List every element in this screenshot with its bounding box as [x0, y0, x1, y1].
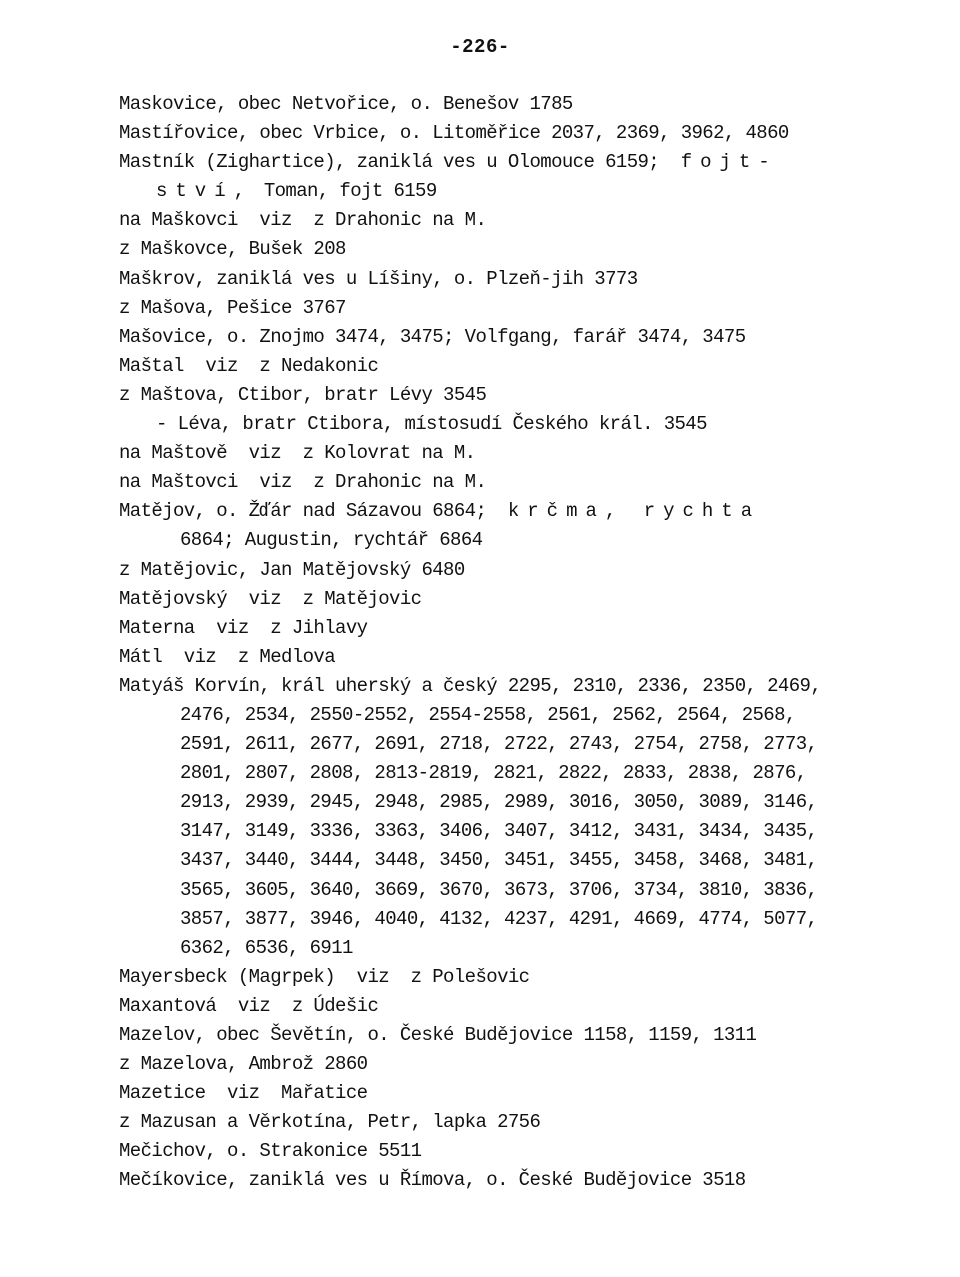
entry-text: Matyáš Korvín, král uherský a český 2295, 2310, 2336, 2350, 2469,	[119, 674, 822, 697]
index-entry	[119, 992, 919, 1021]
page-number: -226-	[450, 36, 510, 58]
entry-text: na Maštovci viz z Drahonic na M.	[119, 471, 487, 494]
entry-text: z Mazelova, Ambrož 2860	[119, 1053, 368, 1076]
index-entry-continuation	[119, 846, 919, 875]
index-entry	[119, 556, 919, 585]
index-entry-continuation	[119, 788, 919, 817]
index-entry	[119, 643, 919, 672]
spaced-term: krčma, rychta	[507, 500, 761, 523]
index-entry	[119, 294, 919, 323]
entry-text-rest: Toman, fojt 6159	[253, 180, 437, 203]
entry-text: Mečíkovice, zaniklá ves u Římova, o. České Budějovice 3518	[119, 1169, 746, 1192]
index-entry	[119, 585, 919, 614]
index-entry-continuation	[119, 177, 919, 206]
spaced-term: fojt-	[680, 151, 778, 174]
index-entry	[119, 119, 919, 148]
entry-text: 2591, 2611, 2677, 2691, 2718, 2722, 2743, 2754, 2758, 2773,	[180, 733, 818, 756]
entry-text: Materna viz z Jihlavy	[119, 616, 368, 639]
entry-text: 6362, 6536, 6911	[180, 936, 353, 959]
entry-text: z Maštova, Ctibor, bratr Lévy 3545	[119, 383, 487, 406]
entry-text: na Maškovci viz z Drahonic na M.	[119, 209, 487, 232]
entry-text: Mátl viz z Medlova	[119, 645, 336, 668]
spaced-term: ství,	[156, 180, 254, 203]
index-entries	[119, 90, 919, 1196]
entry-text: Matějov, o. Žďár nad Sázavou 6864;	[119, 500, 508, 523]
index-entry	[119, 468, 919, 497]
index-entry-continuation	[119, 526, 919, 555]
index-entry	[119, 614, 919, 643]
entry-text: Maštal viz z Nedakonic	[119, 354, 379, 377]
index-entry	[119, 206, 919, 235]
entry-text: Mašovice, o. Znojmo 3474, 3475; Volfgang, farář 3474, 3475	[119, 325, 746, 348]
index-entry	[119, 1079, 919, 1108]
index-entry	[119, 1137, 919, 1166]
index-entry	[119, 439, 919, 468]
index-entry	[119, 381, 919, 410]
index-entry	[119, 323, 919, 352]
entry-text: Matějovský viz z Matějovic	[119, 587, 422, 610]
index-entry	[119, 672, 919, 701]
index-entry	[119, 148, 919, 177]
index-entry	[119, 1166, 919, 1195]
index-entry	[119, 1108, 919, 1137]
entry-text: z Matějovic, Jan Matějovský 6480	[119, 558, 465, 581]
index-entry-continuation	[119, 730, 919, 759]
entry-text: Mayersbeck (Magrpek) viz z Polešovic	[119, 965, 530, 988]
index-entry	[119, 235, 919, 264]
index-entry	[119, 497, 919, 526]
index-entry	[119, 352, 919, 381]
entry-text: 3857, 3877, 3946, 4040, 4132, 4237, 4291, 4669, 4774, 5077,	[180, 907, 818, 930]
entry-text: Mazelov, obec Ševětín, o. České Budějovice 1158, 1159, 1311	[119, 1024, 757, 1046]
index-entry	[119, 963, 919, 992]
entry-text: 2913, 2939, 2945, 2948, 2985, 2989, 3016, 3050, 3089, 3146,	[180, 791, 818, 814]
entry-text: 2476, 2534, 2550-2552, 2554-2558, 2561, 2562, 2564, 2568,	[180, 703, 796, 726]
entry-text: z Mazusan a Věrkotína, Petr, lapka 2756	[119, 1111, 541, 1134]
entry-text: - Léva, bratr Ctibora, místosudí Českého král. 3545	[156, 413, 707, 436]
index-entry-continuation	[119, 701, 919, 730]
entry-text: 3565, 3605, 3640, 3669, 3670, 3673, 3706, 3734, 3810, 3836,	[180, 878, 818, 901]
entry-text: Mazetice viz Mařatice	[119, 1082, 368, 1105]
index-entry-continuation	[119, 905, 919, 934]
entry-text: Mečichov, o. Strakonice 5511	[119, 1140, 422, 1163]
entry-text: z Maškovce, Bušek 208	[119, 238, 346, 261]
entry-text: Mastířovice, obec Vrbice, o. Litoměřice 2037, 2369, 3962, 4860	[119, 122, 789, 145]
entry-text: z Mašova, Pešice 3767	[119, 296, 346, 319]
index-entry	[119, 1021, 919, 1050]
index-entry	[119, 265, 919, 294]
entry-text: 3147, 3149, 3336, 3363, 3406, 3407, 3412, 3431, 3434, 3435,	[180, 820, 818, 843]
index-entry-continuation	[119, 817, 919, 846]
entry-text: Maskovice, obec Netvořice, o. Benešov 1785	[119, 93, 573, 115]
entry-text: Maškrov, zaniklá ves u Líšiny, o. Plzeň-jih 3773	[119, 267, 638, 290]
entry-text: 3437, 3440, 3444, 3448, 3450, 3451, 3455, 3458, 3468, 3481,	[180, 849, 818, 872]
index-entry-continuation	[119, 876, 919, 905]
entry-text: Mastník (Zighartice), zaniklá ves u Olomouce 6159;	[119, 151, 681, 174]
entry-text: 6864; Augustin, rychtář 6864	[180, 529, 483, 552]
entry-text: 2801, 2807, 2808, 2813-2819, 2821, 2822, 2833, 2838, 2876,	[180, 762, 807, 785]
index-entry-continuation	[119, 410, 919, 439]
index-entry-continuation	[119, 934, 919, 963]
index-entry-continuation	[119, 759, 919, 788]
index-entry	[119, 90, 919, 119]
entry-text: Maxantová viz z Údešic	[119, 994, 379, 1017]
entry-text: na Maštově viz z Kolovrat na M.	[119, 442, 476, 465]
index-entry	[119, 1050, 919, 1079]
